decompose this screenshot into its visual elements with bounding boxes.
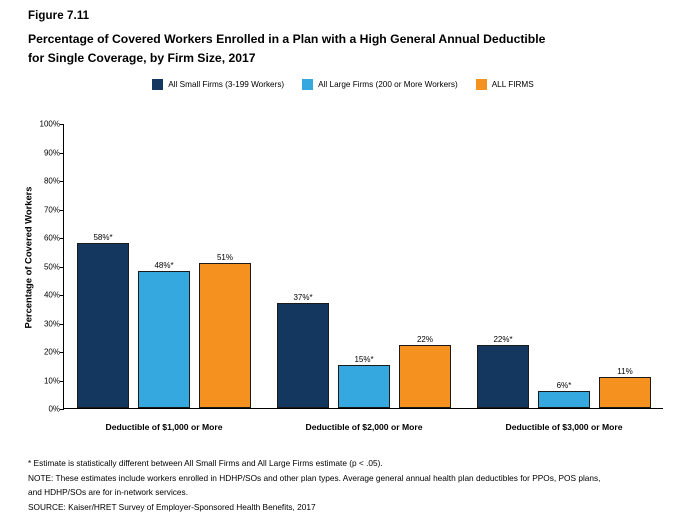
x-axis-category-label: Deductible of $1,000 or More — [105, 422, 223, 432]
legend-swatch-icon — [152, 79, 163, 90]
bar-group — [64, 124, 264, 432]
bar — [138, 261, 190, 408]
y-axis-tick-label: 90% — [43, 148, 60, 157]
bar — [477, 335, 529, 408]
figure-number: Figure 7.11 — [28, 10, 90, 22]
legend-item-all-firms — [476, 79, 534, 90]
bar — [338, 355, 390, 408]
title-line-2: for Single Coverage, by Firm Size, 2017 — [28, 51, 256, 65]
legend-swatch-icon — [302, 79, 313, 90]
y-axis-title: Percentage of Covered Workers — [22, 186, 34, 329]
bar-value-label: 48%* — [154, 261, 174, 271]
y-axis-tick-label: 50% — [43, 262, 60, 271]
bar-value-label: 11% — [617, 366, 633, 376]
legend-label: All Small Firms (3-199 Workers) — [168, 80, 285, 89]
bar-group — [264, 124, 464, 432]
footnotes — [28, 456, 668, 514]
footnote-source: SOURCE: Kaiser/HRET Survey of Employer-Sponsored Health Benefits, 2017 — [28, 501, 316, 512]
chart-legend — [0, 79, 686, 90]
y-axis-tick-mark — [60, 409, 64, 410]
y-axis-tick-label: 60% — [43, 233, 60, 243]
bar-value-label: 6%* — [556, 380, 572, 390]
footnote-note-line-2: and HDHP/SOs are for in-network services. — [28, 487, 188, 497]
y-axis-tick-label: 0% — [48, 404, 60, 414]
y-axis-tick-label: 80% — [43, 176, 60, 186]
legend-item-small-firms — [152, 79, 284, 90]
bar-value-label: 58%* — [93, 232, 113, 242]
x-axis-category-label: Deductible of $2,000 or More — [305, 422, 423, 432]
chart-area — [0, 104, 686, 444]
bar — [277, 292, 329, 408]
page-title — [28, 30, 658, 68]
bar — [199, 252, 251, 408]
bar-value-label: 37%* — [293, 292, 313, 302]
bar — [399, 335, 451, 408]
y-axis-tick-label: 70% — [43, 205, 60, 214]
y-axis-tick-label: 40% — [43, 290, 60, 300]
x-axis-category-label: Deductible of $3,000 or More — [505, 422, 623, 432]
bar-value-label: 22% — [416, 335, 433, 345]
bar — [77, 232, 129, 408]
bar-group — [464, 124, 664, 432]
bar-value-label: 51% — [216, 252, 233, 262]
bar — [599, 366, 651, 408]
y-axis-tick-label: 10% — [43, 376, 60, 385]
y-axis-tick-label: 30% — [43, 319, 60, 328]
legend-label: All Large Firms (200 or More Workers) — [318, 80, 458, 89]
plot-area — [39, 119, 663, 432]
footnote-asterisk: * Estimate is statistically different between All Small Firms and All Large Firms estimate (p < .05). — [28, 458, 383, 468]
legend-item-large-firms — [302, 79, 458, 90]
bar-value-label: 15%* — [354, 355, 374, 365]
bar — [538, 380, 590, 408]
bar-value-label: 22%* — [493, 335, 513, 345]
y-axis-tick-label: 100% — [39, 119, 60, 129]
footnote-note-line-1: NOTE: These estimates include workers enrolled in HDHP/SOs and other plan types. Average general annual health plan deductibles for PPOs, POS plans, — [28, 472, 601, 483]
legend-swatch-icon — [476, 79, 487, 90]
title-line-1: Percentage of Covered Workers Enrolled in a Plan with a High General Annual Deductible — [28, 32, 546, 46]
y-axis-tick-label: 20% — [43, 347, 60, 357]
legend-label: ALL FIRMS — [491, 80, 534, 89]
